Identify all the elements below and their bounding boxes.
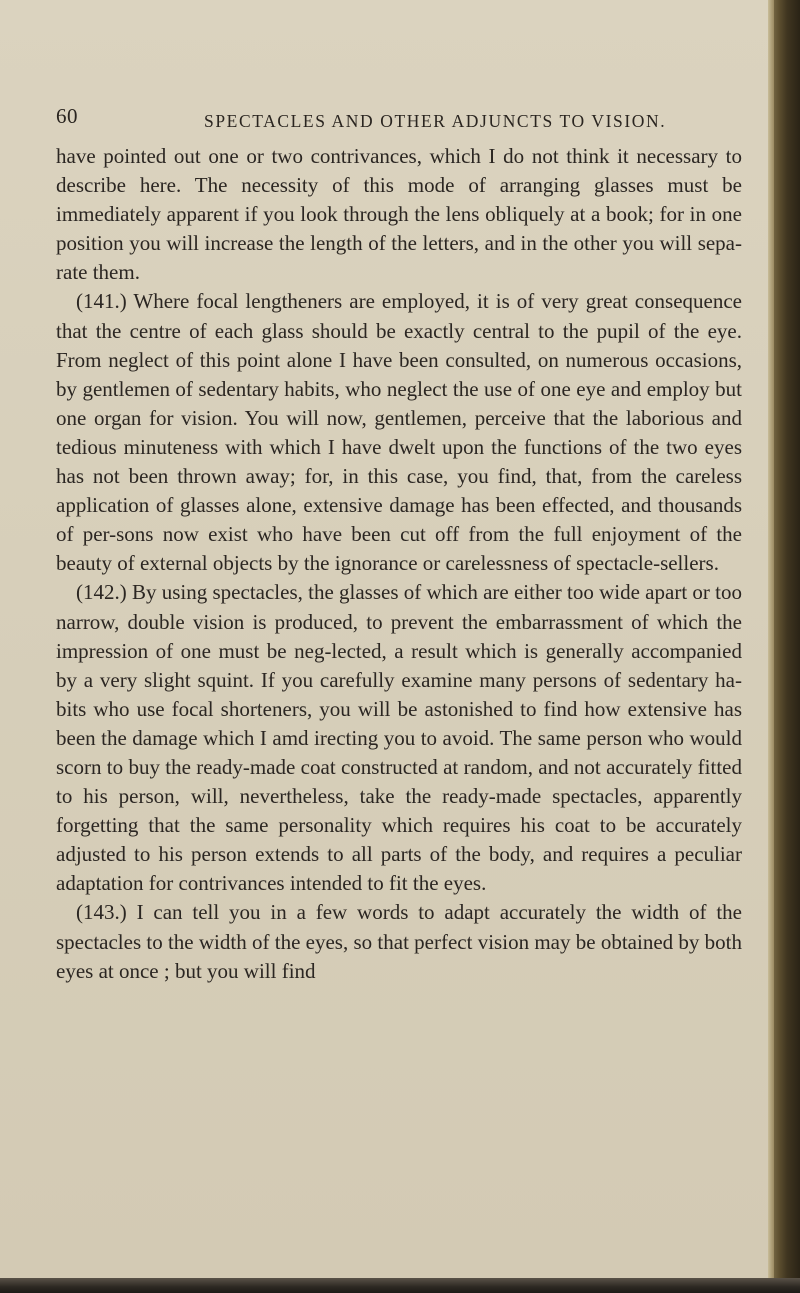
paragraph-continuation: have pointed out one or two contrivances, which I do not think it necessary to describe here. The necessity of this mode of arranging glasses must be immediately apparent if you look through the lens obliquely at a book; for in one position you will increase the length of the letters, and in the other you will sepa-rate them. [56,144,742,285]
paragraph-141: (141.) Where focal lengtheners are employed, it is of very great consequence that the centre of each glass should be exactly central to the pupil of the eye. From neglect of this point alone I have been consulted, on numerous occasions, by gentlemen of sedentary habits, who neglect the use of one eye and employ but one organ for vision. You will now, gentlemen, perceive that the laborious and tedious minuteness with which I have dwelt upon the functions of the two eyes has not been thrown away; for, in this case, you find, that, from the careless application of glasses alone, extensive damage has been effected, and thousands of per-sons now exist who have been cut off from the full enjoyment of the beauty of external objects by the ignorance or carelessness of spectacle-sellers. [56,289,742,576]
paragraph-142: (142.) By using spectacles, the glasses of which are either too wide apart or too narrow, double vision is produced, to prevent the embarrassment of which the impression of one must be neg-lected, a result which is generally accompanied by a very slight squint. If you carefully examine many persons of sedentary ha-bits who use focal shorteners, you will be astonished to find how extensive has been the damage which I amd irecting you to avoid. The same person who would scorn to buy the ready-made coat constructed at random, and not accurately fitted to his person, will, nevertheless, take the ready-made spectacles, apparently forgetting that the same personality which requires his coat to be accurately adjusted to his person extends to all parts of the body, and requires a peculiar adaptation for contrivances intended to fit the eyes. [56,580,742,896]
book-binding-edge [768,0,800,1293]
body-text [56,142,742,986]
page-header [56,104,756,138]
paragraph-143: (143.) I can tell you in a few words to adapt accurately the width of the spectacles to the width of the eyes, so that perfect vision may be obtained by both eyes at once ; but you will find [56,900,742,983]
page-number: 60 [56,104,78,128]
page-bottom-shadow [0,1278,800,1293]
running-head: SPECTACLES AND OTHER ADJUNCTS TO VISION. [204,111,667,131]
